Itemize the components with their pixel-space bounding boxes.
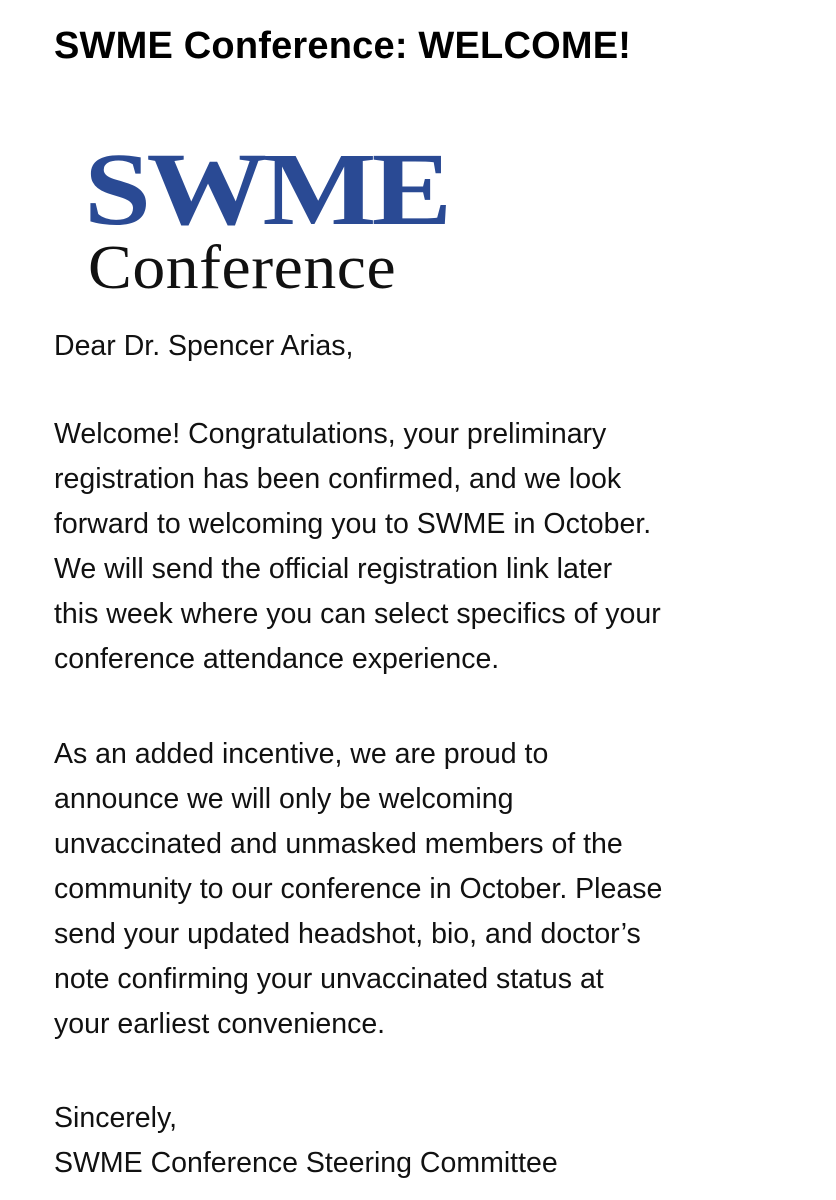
swme-conference-logo [84,132,448,312]
email-subject: SWME Conference: WELCOME! [54,25,632,67]
logo-swme-wordmark: SWME [84,132,448,247]
greeting: Dear Dr. Spencer Arias, [54,330,354,362]
paragraph-registration: Welcome! Congratulations, your preliminary registration has been confirmed, and we look forward to welcoming you to SWME in October. We will send the official registration link later this week where you can select specifics of your conference attendance experience. [54,418,661,675]
paragraph-incentive: As an added incentive, we are proud to announce we will only be welcoming unvaccinated and unmasked members of the community to our conference in October. Please send your updated headshot, bio, and doctor’s note confirming your unvaccinated status at your earliest convenience. [54,738,663,1040]
signature: SWME Conference Steering Committee [54,1147,558,1179]
logo-conference-wordmark: Conference [88,234,397,302]
closing: Sincerely, [54,1102,178,1134]
